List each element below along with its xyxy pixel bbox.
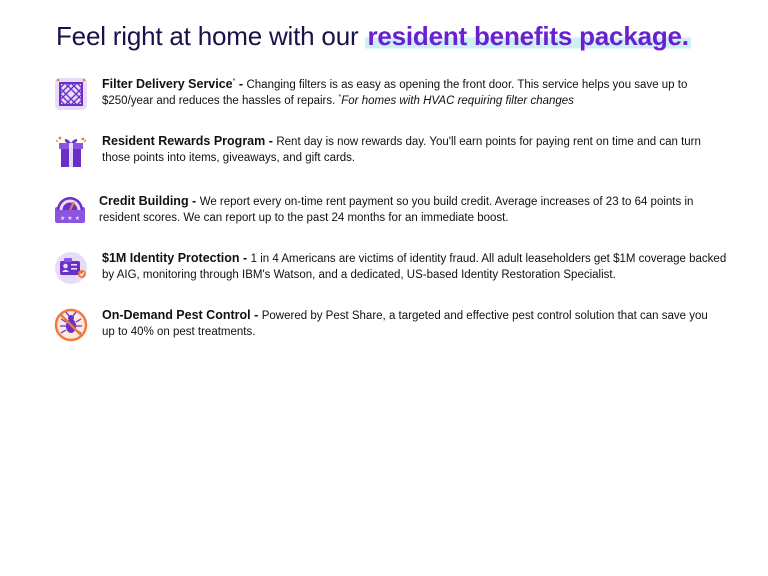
benefit-description: Powered by Pest Share, a targeted and effective pest control solution that can save you up to 40% on pest treatments. (102, 310, 708, 338)
benefit-resident-rewards (53, 133, 723, 173)
page-headline (56, 19, 691, 53)
no-bugs-icon (53, 307, 89, 343)
credit-gauge-icon (53, 193, 89, 229)
benefit-text (102, 308, 722, 340)
benefit-title: $1M Identity Protection (102, 251, 240, 265)
benefit-description: We report every on-time rent payment so you build credit. Average increases of 23 to 64 points in resident scores. We can report up to the past 24 months for an immediate boost. (99, 196, 694, 224)
benefit-pest-control (53, 307, 723, 347)
benefit-credit-building (53, 193, 723, 233)
benefit-text (102, 77, 722, 109)
benefit-title: Credit Building (99, 194, 189, 208)
filter-icon (53, 76, 89, 112)
title-asterisk: * (232, 78, 236, 86)
gift-icon (53, 133, 89, 169)
benefit-description: Changing filters is as easy as opening the front door. This service helps you save up to $250/year and reduces the hassles of repairs. (102, 79, 688, 107)
separator: - (265, 134, 277, 148)
benefit-footnote: For homes with HVAC requiring filter changes (341, 94, 574, 107)
svg-text:★ ★ ★: ★ ★ ★ (60, 215, 80, 222)
headline-highlight: resident benefits package. (367, 21, 689, 51)
benefit-title: Filter Delivery Service (102, 77, 233, 91)
separator: - (188, 194, 200, 208)
separator: - (239, 251, 251, 265)
benefit-filter-delivery (53, 76, 723, 116)
separator: - (250, 308, 262, 322)
separator: - (235, 77, 247, 91)
benefit-description: Rent day is now rewards day. You'll earn points for paying rent on time and can turn those points into items, giveaways, and gift cards. (102, 136, 701, 164)
headline-lead: Feel right at home with our (56, 21, 366, 51)
note-asterisk: * (338, 93, 342, 101)
benefit-title: Resident Rewards Program (102, 134, 266, 148)
benefit-text (99, 194, 719, 226)
identity-card-icon (53, 250, 89, 286)
benefit-text (102, 251, 727, 283)
benefit-identity-protection (53, 250, 727, 290)
benefit-title: On-Demand Pest Control (102, 308, 251, 322)
benefit-description: 1 in 4 Americans are victims of identity fraud. All adult leaseholders get $1M coverage backed by AIG, monitoring through IBM's Watson, and a dedicated, US-based Identity Restoration Specialist. (102, 253, 727, 281)
benefit-text (102, 134, 722, 166)
